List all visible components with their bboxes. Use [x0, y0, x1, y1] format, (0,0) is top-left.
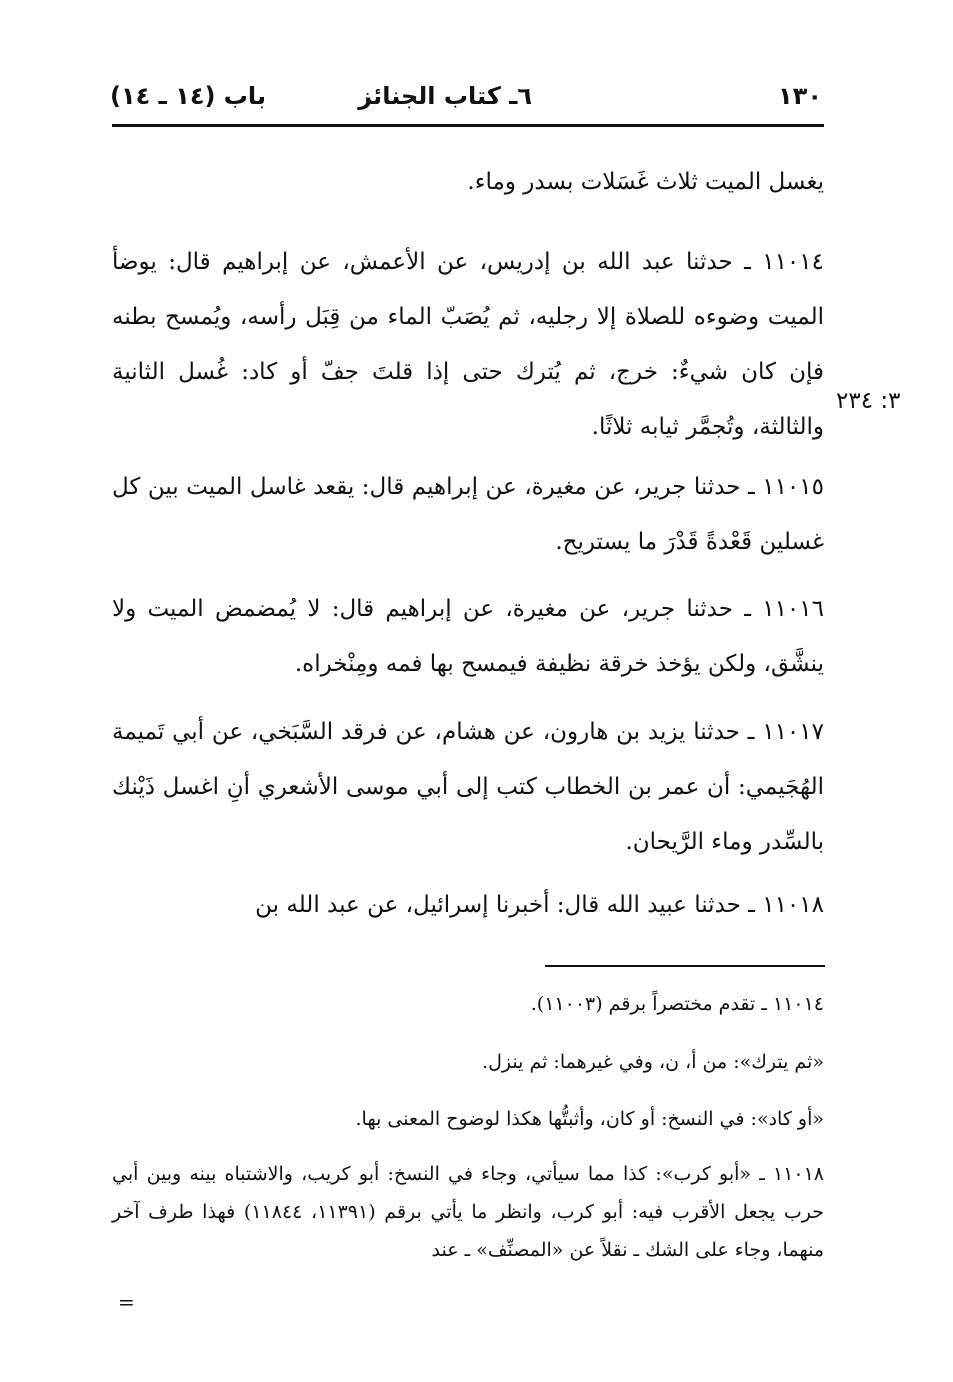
book-title: ٦ـ كتاب الجنائز [358, 82, 532, 110]
chapter-ref: باب (١٤ ـ ١٤) [110, 82, 266, 110]
paragraph-intro: يغسل الميت ثلاث غَسَلات بسدر وماء. [467, 169, 824, 195]
continuation-mark: = [118, 1290, 135, 1314]
margin-reference: ٣: ٢٣٤ [836, 388, 901, 414]
paragraph-11014: ١١٠١٤ ـ حدثنا عبد الله بن إدريس، عن الأعمش، عن إبراهيم قال: يوضأ الميت وضوءه للصلاة إلا رجليه، ثم يُصَبّ الماء من قِبَل رأسه، ويُمسح بطنه فإن كان شيءٌ: خرج، ثم يُترك حتى إذا قلتَ جفّ أو كاد: غُسل الثانية والثالثة، وتُجمَّر ثيابه ثلاثًا. [112, 249, 824, 440]
paragraph-11018: ١١٠١٨ ـ حدثنا عبيد الله قال: أخبرنا إسرائيل، عن عبد الله بن [255, 892, 824, 918]
header-rule [112, 124, 824, 127]
paragraph-11017: ١١٠١٧ ـ حدثنا يزيد بن هارون، عن هشام، عن فرقد السَّبَخي، عن أبي تَميمة الهُجَيمي: أن عمر بن الخطاب كتب إلى أبي موسى الأشعري أنِ اغسل ذَيْنك بالسِّدر وماء الرَّيحان. [112, 719, 824, 855]
running-header [110, 82, 822, 122]
footnote-2: «ثم يترك»: من أ، ن، وفي غيرهما: ثم ينزل. [482, 1051, 824, 1073]
footnote-4: ١١٠١٨ ـ «أبو كرب»: كذا مما سيأتي، وجاء في النسخ: أبو كريب، والاشتباه بينه وبين أبي حرب يجعل الأقرب فيه: أبو كرب، وانظر ما يأتي برقم (١١٣٩١، ١١٨٤٤) فهذا طرف آخر منهما، وجاء على الشك ـ نقلاً عن «المصنِّف» ـ عند [112, 1163, 824, 1261]
page-number: ١٣٠ [778, 82, 822, 110]
footnote-rule [545, 965, 825, 967]
paragraph-11015: ١١٠١٥ ـ حدثنا جرير، عن مغيرة، عن إبراهيم قال: يقعد غاسل الميت بين كل غسلين قَعْدةً قَدْرَ ما يستريح. [112, 474, 824, 555]
paragraph-11016: ١١٠١٦ ـ حدثنا جرير، عن مغيرة، عن إبراهيم قال: لا يُمضمض الميت ولا ينشَّق، ولكن يؤخذ خرقة نظيفة فيمسح بها فمه ومِنْخراه. [112, 596, 824, 677]
footnote-3: «أو كاد»: في النسخ: أو كان، وأثبتُّها هكذا لوضوح المعنى بها. [355, 1108, 824, 1130]
footnote-1: ١١٠١٤ ـ تقدم مختصراً برقم (١١٠٠٣). [530, 993, 824, 1015]
